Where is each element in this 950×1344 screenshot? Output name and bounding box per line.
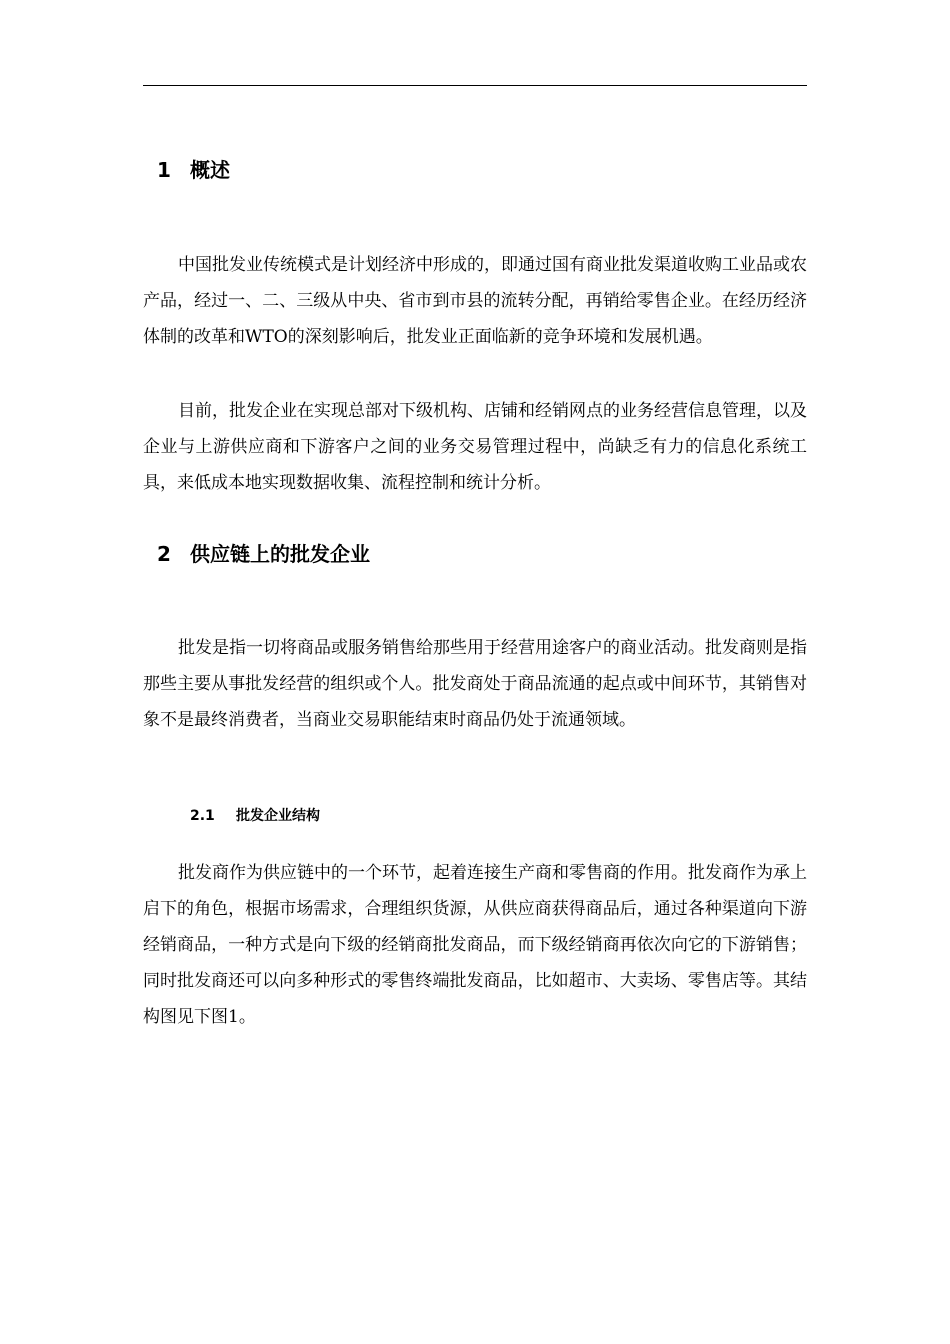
section-2-paragraph-1: 批发是指一切将商品或服务销售给那些用于经营用途客户的商业活动。批发商则是指那些主要从事批发经营的组织或个人。批发商处于商品流通的起点或中间环节，其销售对象不是最终消费者，当商业交易职能结束时商品仍处于流通领域。: [143, 638, 807, 730]
section-1-paragraph-1: 中国批发业传统模式是计划经济中形成的，即通过国有商业批发渠道收购工业品或农产品，经过一、二、三级从中央、省市到市县的流转分配，再销给零售企业。在经历经济体制的改革和WTO的深刻影响后，批发业正面临新的竞争环境和发展机遇。: [143, 255, 807, 347]
section-1-heading: [157, 158, 230, 182]
section-2-1-number: 2.1: [190, 808, 215, 824]
section-2-1-paragraph-1: 批发商作为供应链中的一个环节，起着连接生产商和零售商的作用。批发商作为承上启下的角色，根据市场需求，合理组织货源，从供应商获得商品后，通过各种渠道向下游经销商品，一种方式是向下级的经销商批发商品，而下级经销商再依次向它的下游销售；同时批发商还可以向多种形式的零售终端批发商品，比如超市、大卖场、零售店等。其结构图见下图1。: [143, 863, 807, 1027]
section-1-number: 1: [157, 158, 171, 182]
section-1-paragraph-2: 目前，批发企业在实现总部对下级机构、店铺和经销网点的业务经营信息管理，以及企业与上游供应商和下游客户之间的业务交易管理过程中，尚缺乏有力的信息化系统工具，来低成本地实现数据收集、流程控制和统计分析。: [143, 401, 807, 493]
section-1-title: 概述: [190, 158, 230, 182]
section-2-1-title: 批发企业结构: [236, 808, 320, 824]
section-2-number: 2: [157, 542, 171, 566]
section-2-1-heading: [190, 806, 320, 826]
section-2-title: 供应链上的批发企业: [190, 542, 370, 566]
section-2-heading: [157, 542, 370, 566]
header-rule: [143, 85, 807, 86]
